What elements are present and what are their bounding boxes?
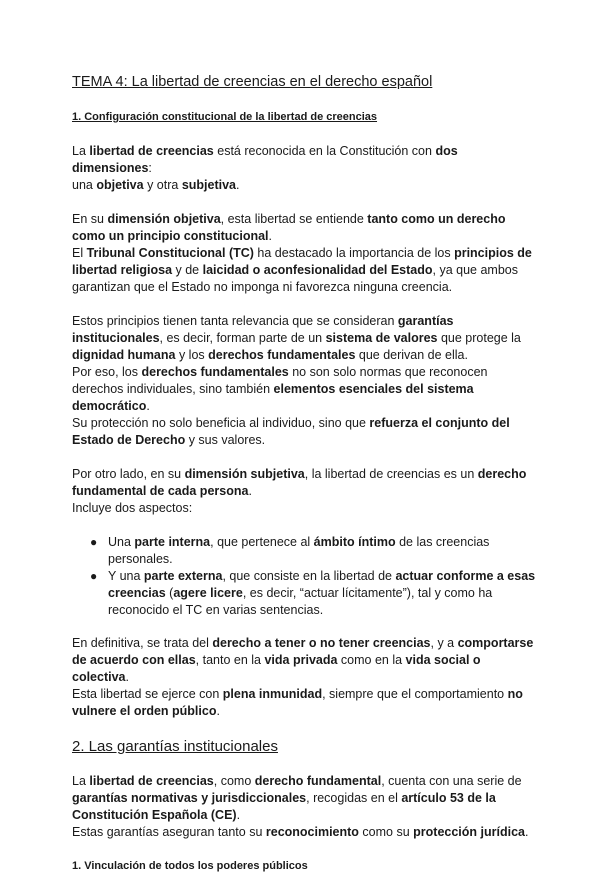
bold-text: Constitución Española (CE) [72,808,237,822]
text-run: personales. [108,552,173,566]
text-run: no son solo normas que reconocen [288,365,488,379]
text-run: está reconocida en la Constitución con [213,144,436,158]
text-run: , tanto en la [195,653,265,667]
text-run: . [248,484,252,498]
bold-text: parte interna [134,535,211,549]
bold-text: derechos fundamentales [141,365,289,379]
text-run: . [146,399,150,413]
text-run: . [236,178,240,192]
text-run: , ya que ambos [432,263,518,277]
text-run: Una [108,535,135,549]
text-run: Su protección no solo beneficia al individuo, sino que [72,416,370,430]
text-run: reconocido el TC en varias sentencias. [108,603,324,617]
text-run: , esta libertad se entiende [220,212,368,226]
list-item-external [90,568,540,619]
text-run: Y una [108,569,144,583]
bold-text: derecho [477,467,527,481]
text-run: , cuenta con una serie de [381,774,522,788]
bold-text: de acuerdo con ellas [72,653,196,667]
text-run: Incluye dos aspectos: [72,501,193,515]
text-run: , recogidas en el [306,791,402,805]
text-run: La [72,774,90,788]
bold-text: derechos fundamentales [208,348,356,362]
bold-text: sistema de valores [325,331,438,345]
text-run: Estos principios tienen tanta relevancia que se consideran [72,314,398,328]
bold-text: dos dimensiones [72,144,458,175]
text-run: ha destacado la importancia de los [253,246,455,260]
text-run: que derivan de ella. [355,348,468,362]
paragraph-objective-dimension [72,211,540,296]
text-run: , que pertenece al [210,535,314,549]
bold-text: reconocimiento [265,825,359,839]
text-run: garantizan que el Estado no imponga ni favorezca ninguna creencia. [72,280,453,294]
bold-text: refuerza el conjunto del [369,416,510,430]
bold-text: vulnere el orden público [72,704,217,718]
paragraph-subjective-dimension [72,466,540,517]
bold-text: agere licere [173,586,243,600]
bold-text: institucionales [72,331,160,345]
bold-text: objetiva [96,178,144,192]
text-run: que protege la [437,331,521,345]
bold-text: plena inmunidad [222,687,323,701]
text-run: . [524,825,529,839]
text-run: Esta libertad se ejerce con [72,687,223,701]
aspects-list [72,534,540,619]
bold-text: actuar conforme a esas [395,569,536,583]
text-run: , es decir, “actuar lícitamente”), tal y como ha [242,586,493,600]
paragraph-institutional-guarantees [72,313,540,449]
text-run: , y a [430,636,458,650]
bold-text: elementos esenciales del sistema [273,382,474,396]
bold-text: subjetiva [181,178,236,192]
text-run: como en la [337,653,406,667]
text-run: . [216,704,220,718]
paragraph-article-53 [72,773,540,841]
bold-text: dimensión objetiva [107,212,221,226]
bold-text: tanto como un derecho [367,212,506,226]
text-run: . [125,670,129,684]
text-run: , que consiste en la libertad de [222,569,396,583]
subsection-heading: 1. Vinculación de todos los poderes públicos [72,860,308,872]
bold-text: protección jurídica [413,825,525,839]
text-run: En su [72,212,108,226]
text-run: , la libertad de creencias es un [304,467,478,481]
bold-text: derecho fundamental [254,774,382,788]
text-run: una [72,178,97,192]
bold-text: laicidad o aconfesionalidad del Estado [202,263,433,277]
text-run: El [72,246,87,260]
bold-text: vida privada [264,653,338,667]
document-title: TEMA 4: La libertad de creencias en el derecho español [72,74,433,90]
text-run: , es decir, forman parte de un [159,331,326,345]
text-run: de las creencias [395,535,490,549]
text-run: En definitiva, se trata del [72,636,213,650]
text-run: . [236,808,241,822]
list-item-text [108,535,489,566]
text-run: como su [358,825,414,839]
paragraph-dimensions [72,143,540,194]
bold-text: dimensión subjetiva [184,467,305,481]
text-run: y otra [143,178,182,192]
text-run: Estas garantías aseguran tanto su [72,825,266,839]
section-2-heading: 2. Las garantías institucionales [72,738,278,755]
paragraph-conclusion [72,635,540,720]
bullet-icon: ● [90,569,98,583]
bold-text: creencias [108,586,166,600]
text-run: Por otro lado, en su [72,467,185,481]
list-item-text [108,569,535,617]
bold-text: no [507,687,523,701]
bold-text: como un principio constitucional [72,229,269,243]
text-run: La [72,144,90,158]
bold-text: Estado de Derecho [72,433,186,447]
bold-text: derecho a tener o no tener creencias [212,636,431,650]
bold-text: libertad de creencias [89,774,214,788]
text-run: : [148,161,152,175]
list-item-internal [90,534,540,568]
text-run: . [268,229,273,243]
text-run: , como [213,774,255,788]
bold-text: garantías [397,314,454,328]
bold-text: ámbito íntimo [313,535,396,549]
text-run: , siempre que el comportamiento [322,687,508,701]
bold-text: garantías normativas y jurisdiccionales [72,791,307,805]
bold-text: Tribunal Constitucional (TC) [86,246,254,260]
text-run: y de [172,263,203,277]
bold-text: artículo 53 de la [401,791,496,805]
text-run: y los [175,348,209,362]
bold-text: libertad de creencias [89,144,214,158]
bold-text: dignidad humana [72,348,176,362]
section-1-heading: 1. Configuración constitucional de la libertad de creencias [72,111,378,123]
bold-text: vida social o colectiva [72,653,481,684]
bold-text: democrático [72,399,147,413]
bold-text: principios de [454,246,532,260]
bold-text: fundamental de cada persona [72,484,249,498]
bold-text: parte externa [143,569,223,583]
text-run: Por eso, los [72,365,142,379]
bold-text: libertad religiosa [72,263,173,277]
bullet-icon: ● [90,535,98,549]
bold-text: comportarse [457,636,534,650]
text-run: y sus valores. [185,433,266,447]
text-run: derechos individuales, sino también [72,382,274,396]
text-run: ( [165,586,174,600]
